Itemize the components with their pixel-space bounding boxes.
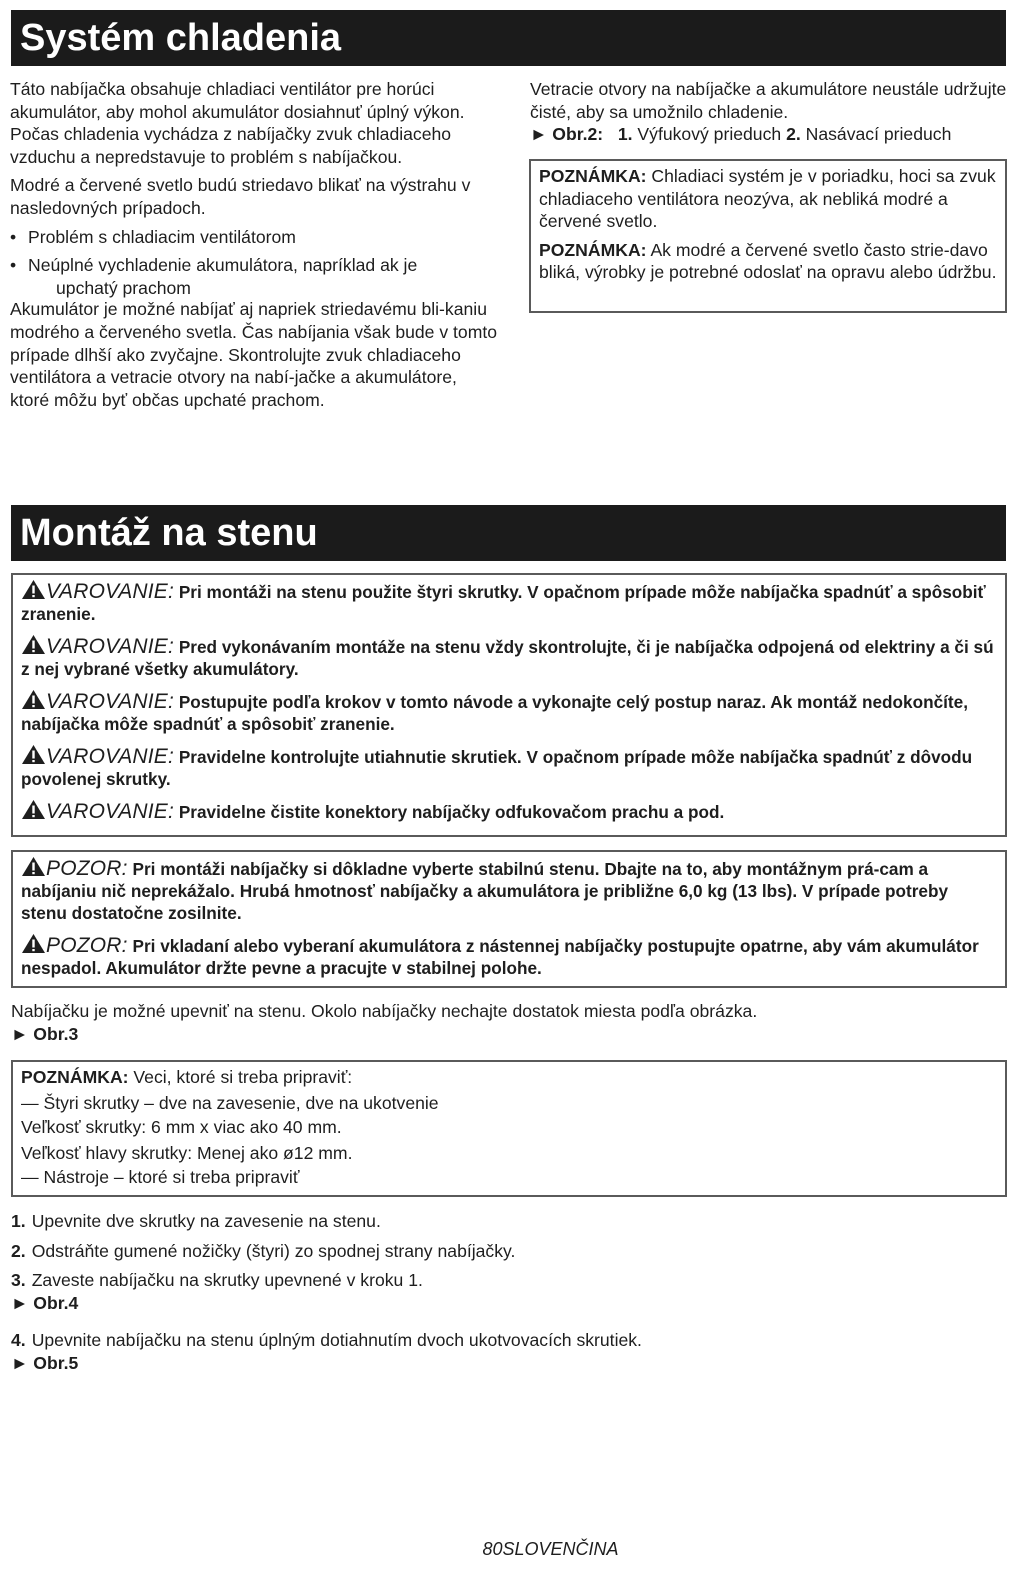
items-note-box (11, 1060, 1007, 1197)
cooling-paragraph-3: Akumulátor je možné nabíjať aj napriek striedavému bli-kaniu modrého a červeného svetla. Čas nabíjania však bude v tomto prípade dlhší ako zvyčajne. Skontrolujte zvuk chladiaceho ventilátora a vetracie otvory na nabí-jačke a akumulátore, ktoré môžu byť občas upchaté prachom. (10, 299, 498, 410)
cooling-paragraph-2: Modré a červené svetlo budú striedavo blikať na výstrahu v nasledovných prípadoch. (10, 175, 471, 218)
cooling-note-box (529, 159, 1007, 313)
steps-list (11, 1210, 1006, 1375)
warning-item (21, 579, 997, 625)
note-1 (539, 165, 997, 233)
step-item (11, 1269, 1006, 1292)
vents-paragraph: Vetracie otvory na nabíjačke a akumulátore neustále udržujte čisté, aby sa umožnilo chladenie. (530, 79, 1007, 122)
note-line: — Nástroje – ktoré si treba pripraviť (21, 1167, 300, 1188)
note-line: Veľkosť hlavy skrutky: Menej ako ø12 mm. (21, 1142, 353, 1163)
note-line: Veľkosť skrutky: 6 mm x viac ako 40 mm. (21, 1117, 342, 1138)
section-title-wall-mount: Montáž na stenu (11, 505, 1006, 561)
note-label: POZNÁMKA: (539, 166, 647, 186)
note-2 (539, 239, 997, 284)
warning-label: VAROVANIE: (46, 580, 175, 603)
warning-label: VAROVANIE: (46, 690, 175, 713)
warning-triangle-icon (21, 689, 46, 710)
warning-triangle-icon (21, 634, 46, 655)
warning-triangle-icon (21, 579, 46, 600)
bullet-dot: • (10, 226, 17, 247)
step-text: Odstráňte gumené nožičky (štyri) zo spodnej strany nabíjačky. (31, 1240, 516, 1261)
step-item (11, 1240, 1006, 1263)
figure-reference-3: ► Obr.3 (11, 1023, 79, 1044)
bullet-text-cont: upchatý prachom (56, 277, 191, 298)
page-footer (0, 1539, 1027, 1560)
note-text: Ak modré a červené svetlo často strie-davo bliká, výrobky je potrebné odoslať na opravu alebo údržbu. (539, 239, 997, 283)
step-number: 4. (11, 1330, 26, 1351)
warning-triangle-icon (21, 799, 46, 820)
step-item (11, 1210, 1006, 1233)
warning-triangle-icon (21, 856, 46, 877)
warning-text: Pravidelne kontrolujte utiahnutie skrutiek. V opačnom prípade môže nabíjačka spadnúť z dôvodu povolenej skrutky. (21, 747, 973, 789)
intro-text: Nabíjačku je možné upevniť na stenu. Okolo nabíjačky nechajte dostatok miesta podľa obrázka. (11, 1001, 758, 1021)
note-label: POZNÁMKA: (539, 239, 647, 260)
warning-triangle-icon (21, 744, 46, 765)
figure-reference-5: ► Obr.5 (11, 1352, 79, 1373)
warning-item (21, 689, 997, 735)
note-text: Veci, ktoré si treba pripraviť: (133, 1067, 353, 1087)
caution-label: POZOR: (46, 857, 128, 880)
fig-item-num: 1. (617, 124, 633, 145)
caution-text: Pri vkladaní alebo vyberaní akumulátora z nástennej nabíjačky postupujte opatrne, aby vám akumulátor nespadol. Akumulátor držte pevne a pracujte v stabilnej polohe. (21, 936, 979, 978)
section-title-cooling: Systém chladenia (11, 10, 1006, 66)
step-number: 3. (11, 1270, 26, 1291)
caution-label: POZOR: (46, 934, 128, 957)
step-text: Upevnite dve skrutky na zavesenie na stenu. (31, 1211, 381, 1231)
warning-label: VAROVANIE: (46, 635, 175, 658)
warning-item (21, 634, 997, 680)
fig-item-num: 2. (786, 124, 801, 145)
list-item (10, 254, 500, 299)
fig-item-text: Nasávací prieduch (805, 124, 952, 145)
bullet-dot: • (10, 255, 17, 276)
warning-label: VAROVANIE: (46, 745, 175, 768)
step-number: 2. (11, 1240, 26, 1261)
figure-reference-4: ► Obr.4 (11, 1292, 79, 1313)
cooling-right-column (530, 78, 1010, 146)
list-item (10, 226, 500, 249)
bullet-text: Neúplné vychladenie akumulátora, napríklad ak je (28, 255, 418, 276)
fig-ref: ► Obr.2: (530, 124, 604, 145)
warning-text: Postupujte podľa krokov v tomto návode a vykonajte celý postup naraz. Ak montáž nedokončíte, nabíjačka môže spadnúť a spôsobiť zranenie. (21, 692, 968, 734)
cooling-left-column (10, 78, 500, 411)
note-line: — Štyri skrutky – dve na zavesenie, dve na ukotvenie (21, 1092, 439, 1113)
caution-item (21, 856, 997, 924)
fig-item-text: Výfukový prieduch (637, 124, 782, 145)
figure-reference-2 (530, 123, 1010, 146)
warning-text: Pred vykonávaním montáže na stenu vždy skontrolujte, či je nabíjačka odpojená od elektriny a či sú z nej vybrané všetky akumulátory. (21, 637, 994, 679)
wall-mount-intro (11, 1000, 1006, 1045)
caution-box (11, 850, 1007, 988)
step-text: Zaveste nabíjačku na skrutky upevnené v kroku 1. (31, 1270, 423, 1291)
warning-label: VAROVANIE: (46, 800, 175, 823)
step-number: 1. (11, 1211, 26, 1231)
bullet-text: Problém s chladiacim ventilátorom (28, 226, 296, 247)
warning-item (21, 744, 997, 790)
caution-text: Pri montáži nabíjačky si dôkladne vyberte stabilnú stenu. Dbajte na to, aby montážnym prá-cam a nabíjaniu nič neprekážalo. Hrubá hmotnosť nabíjačky a akumulátora je približne 6,0 kg (13 lbs). V prípade potreby stenu dostatočne zosilnite. (21, 859, 949, 923)
step-item (11, 1329, 1006, 1352)
warning-text: Pravidelne čistite konektory nabíjačky odfukovačom prachu a pod. (178, 802, 725, 822)
note-label: POZNÁMKA: (21, 1067, 129, 1087)
cooling-paragraph-1: Táto nabíjačka obsahuje chladiaci ventilátor pre horúci akumulátor, aby mohol akumulátor dosiahnuť úplný výkon. Počas chladenia vychádza z nabíjačky zvuk chladiaceho vzduchu a nepredstavuje to problém s nabíjačkou. (10, 79, 465, 167)
footer-language: SLOVENČINA (502, 1539, 619, 1559)
caution-item (21, 933, 997, 979)
note-text: Chladiaci systém je v poriadku, hoci sa zvuk chladiaceho ventilátora neozýva, ak nebliká modré a červené svetlo. (539, 166, 996, 232)
warning-text: Pri montáži na stenu použite štyri skrutky. V opačnom prípade môže nabíjačka spadnúť a spôsobiť zranenie. (21, 582, 986, 624)
page-number: 80 (482, 1539, 503, 1559)
note-heading (21, 1066, 997, 1089)
warning-triangle-icon (21, 933, 46, 954)
step-text: Upevnite nabíjačku na stenu úplným dotiahnutím dvoch ukotvovacích skrutiek. (31, 1330, 642, 1351)
warning-box (11, 573, 1007, 837)
warning-item (21, 799, 997, 823)
